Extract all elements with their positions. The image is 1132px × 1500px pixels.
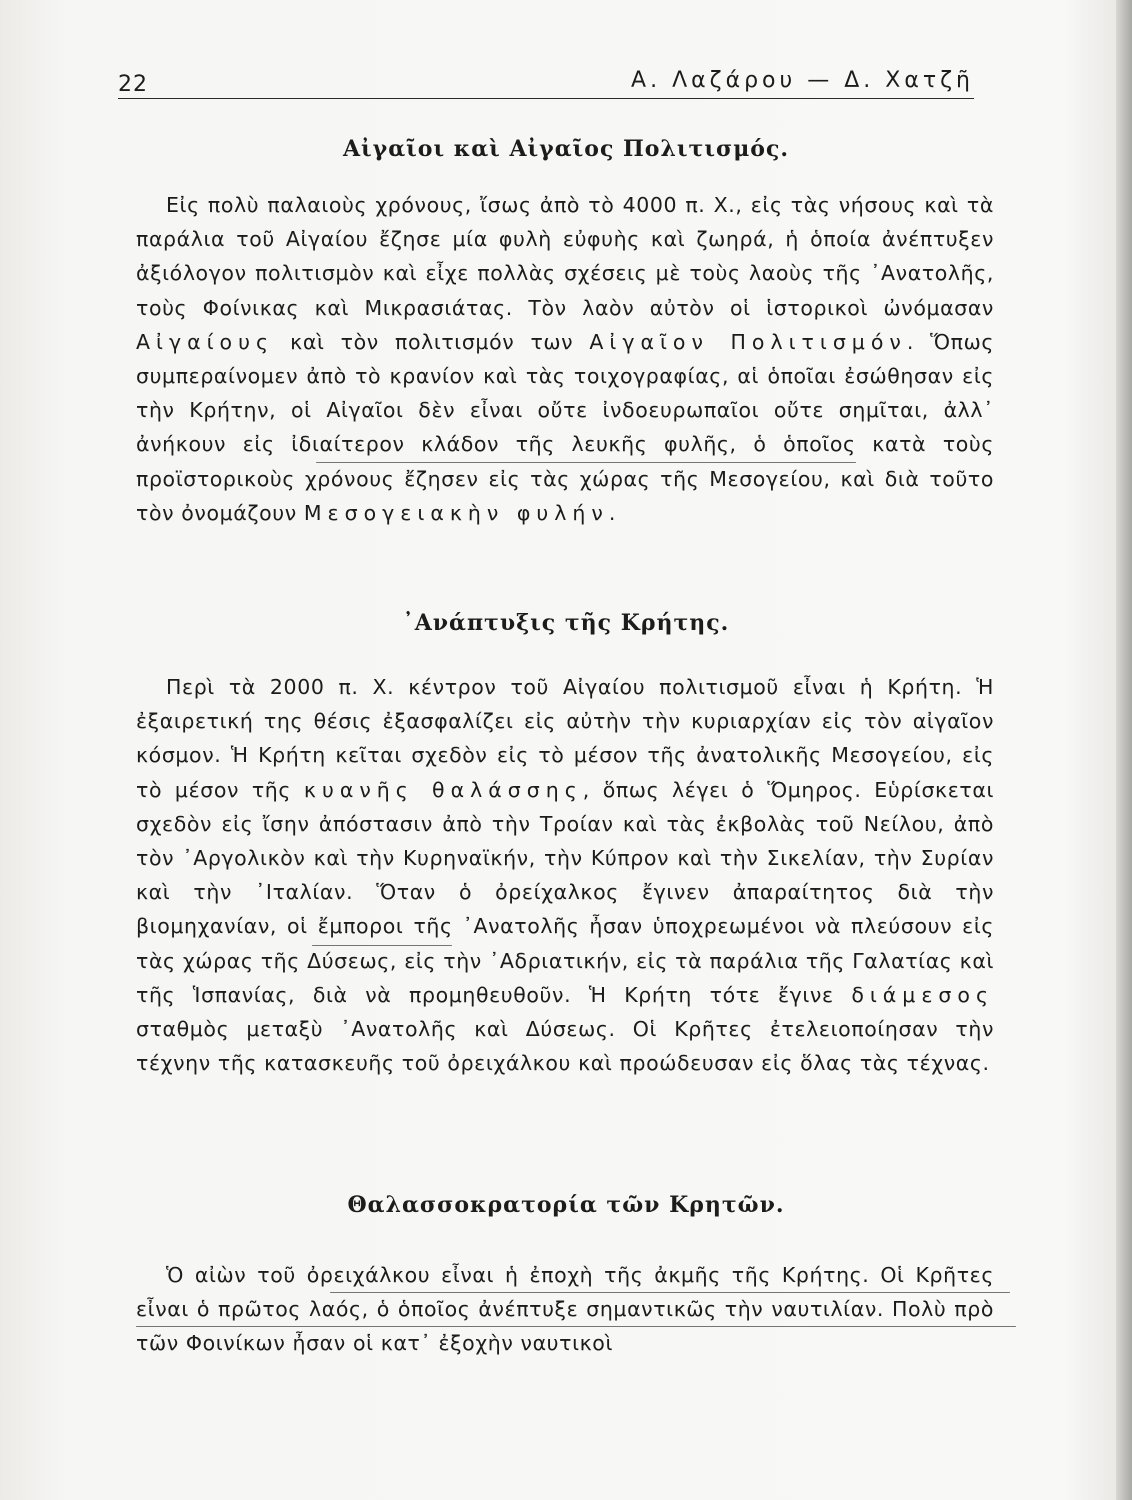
pen-underline-mark bbox=[312, 945, 452, 946]
paragraph-crete-development bbox=[136, 670, 994, 1080]
text-run: σταθμὸς μεταξὺ ᾽Ανατολῆς καὶ Δύσεως. Οἱ Κρῆτες ἐτελειοποίησαν τὴν τέχνην τῆς κατασκευῆς τοῦ ὀρειχάλκου καὶ προώδευσαν εἰς ὅλας τὰς τέχνας. bbox=[136, 1017, 994, 1076]
paragraph-aegeans bbox=[136, 188, 994, 530]
book-spine-edge bbox=[1116, 0, 1132, 1500]
text-run: . bbox=[608, 500, 616, 525]
spaced-term: διάμεσος bbox=[851, 982, 994, 1007]
spaced-term: Αἰγαίους bbox=[136, 329, 274, 354]
pen-underline-mark bbox=[330, 1292, 1010, 1293]
spaced-term: κυανῆς θαλάσσης bbox=[303, 777, 583, 802]
section-heading-crete-development: ᾽Ανάπτυξις τῆς Κρήτης. bbox=[402, 610, 730, 636]
text-run: . Ὅπως συμπεραίνομεν ἀπὸ τὸ κρανίον καὶ τὰς τοιχογραφίας, αἱ ὁποῖαι ἐσώθησαν εἰς τὴν Κρήτην, οἱ Αἰγαῖοι δὲν εἶναι οὔτε ἰνδοευρωπαῖοι οὔτε σημῖται, ἀλλ᾽ ἀνήκουν εἰς ἰδιαίτερον κλάδον τῆς λευκῆς φυλῆς, ὁ ὁποῖος κατὰ τοὺς προϊστορικοὺς χρόνους ἔζησεν εἰς τὰς χώρας τῆς Μεσογείου, καὶ διὰ τοῦτο τὸν ὀνομάζουν bbox=[136, 329, 994, 525]
text-run: Περὶ τὰ 2000 π. Χ. κέντρον τοῦ Αἰγαίου πολιτισμοῦ εἶναι ἡ Κρήτη. Ἡ ἐξαιρετική της θέσις ἐξασφαλίζει εἰς αὐτὴν τὴν κυριαρχίαν εἰς τὸν αἰγαῖον κόσμον. Ἡ Κρήτη κεῖται σχεδὸν εἰς τὸ μέσον τῆς ἀνατολικῆς Μεσογείου, εἰς τὸ μέσον τῆς bbox=[136, 675, 994, 802]
text-run: Εἰς πολὺ παλαιοὺς χρόνους, ἴσως ἀπὸ τὸ 4000 π. Χ., εἰς τὰς νήσους καὶ τὰ παράλια τοῦ Αἰγαίου ἔζησε μία φυλὴ εὐφυὴς καὶ ζωηρά, ἡ ὁποία ἀνέπτυξεν ἀξιόλογον πολιτισμὸν καὶ εἶχε πολλὰς σχέσεις μὲ τοὺς λαοὺς τῆς ᾽Ανατολῆς, τοὺς Φοίνικας καὶ Μικρασιάτας. Τὸν λαὸν αὐτὸν οἱ ἱστορικοὶ ὠνόμασαν bbox=[136, 193, 994, 320]
text-run: καὶ τὸν πολιτισμόν των bbox=[273, 329, 590, 354]
pen-underline-mark bbox=[136, 1326, 1016, 1327]
running-head bbox=[118, 68, 974, 99]
paragraph-thalassocracy bbox=[136, 1258, 994, 1361]
spaced-term: Αἰγαῖον Πολιτισμόν bbox=[589, 329, 907, 354]
section-heading-aegeans: Αἰγαῖοι καὶ Αἰγαῖος Πολιτισμός. bbox=[342, 136, 790, 162]
page-number: 22 bbox=[118, 72, 148, 97]
text-run: Ὁ αἰὼν τοῦ ὀρειχάλκου εἶναι ἡ ἐποχὴ τῆς ἀκμῆς τῆς Κρήτης. Οἱ Κρῆτες εἶναι ὁ πρῶτος λαός, ὁ ὁποῖος ἀνέπτυξε σημαντικῶς τὴν ναυτιλίαν. Πολὺ πρὸ τῶν Φοινίκων ἦσαν οἱ κατ᾽ ἐξοχὴν ναυτικοὶ bbox=[136, 1263, 994, 1356]
spaced-term: Μεσογειακὴν φυλήν bbox=[303, 500, 609, 525]
pen-underline-mark bbox=[316, 462, 856, 463]
text-run: , ὅπως λέγει ὁ Ὅμηρος. Εὑρίσκεται σχεδὸν εἰς ἴσην ἀπόστασιν ἀπὸ τὴν Τροίαν καὶ τὰς ἐκβολὰς τοῦ Νείλου, ἀπὸ τὸν ᾽Αργολικὸν καὶ τὴν Κυρηναϊκήν, τὴν Κύπρον καὶ τὴν Σικελίαν, τὴν Συρίαν καὶ τὴν ᾽Ιταλίαν. Ὅταν ὁ ὀρείχαλκος ἔγινεν ἀπαραίτητος διὰ τὴν βιομηχανίαν, οἱ ἔμποροι τῆς ᾽Ανατολῆς ἦσαν ὑποχρεωμένοι νὰ πλεύσουν εἰς τὰς χώρας τῆς Δύσεως, εἰς τὴν ᾽Αδριατικήν, εἰς τὰ παράλια τῆς Γαλατίας καὶ τῆς Ἱσπανίας, διὰ νὰ προμηθευθοῦν. Ἡ Κρήτη τότε ἔγινε bbox=[136, 777, 994, 1007]
section-heading-thalassocracy: Θαλασσοκρατορία τῶν Κρητῶν. bbox=[347, 1192, 785, 1218]
author-line: Α. Λαζάρου — Δ. Χατζῆ bbox=[631, 68, 974, 93]
